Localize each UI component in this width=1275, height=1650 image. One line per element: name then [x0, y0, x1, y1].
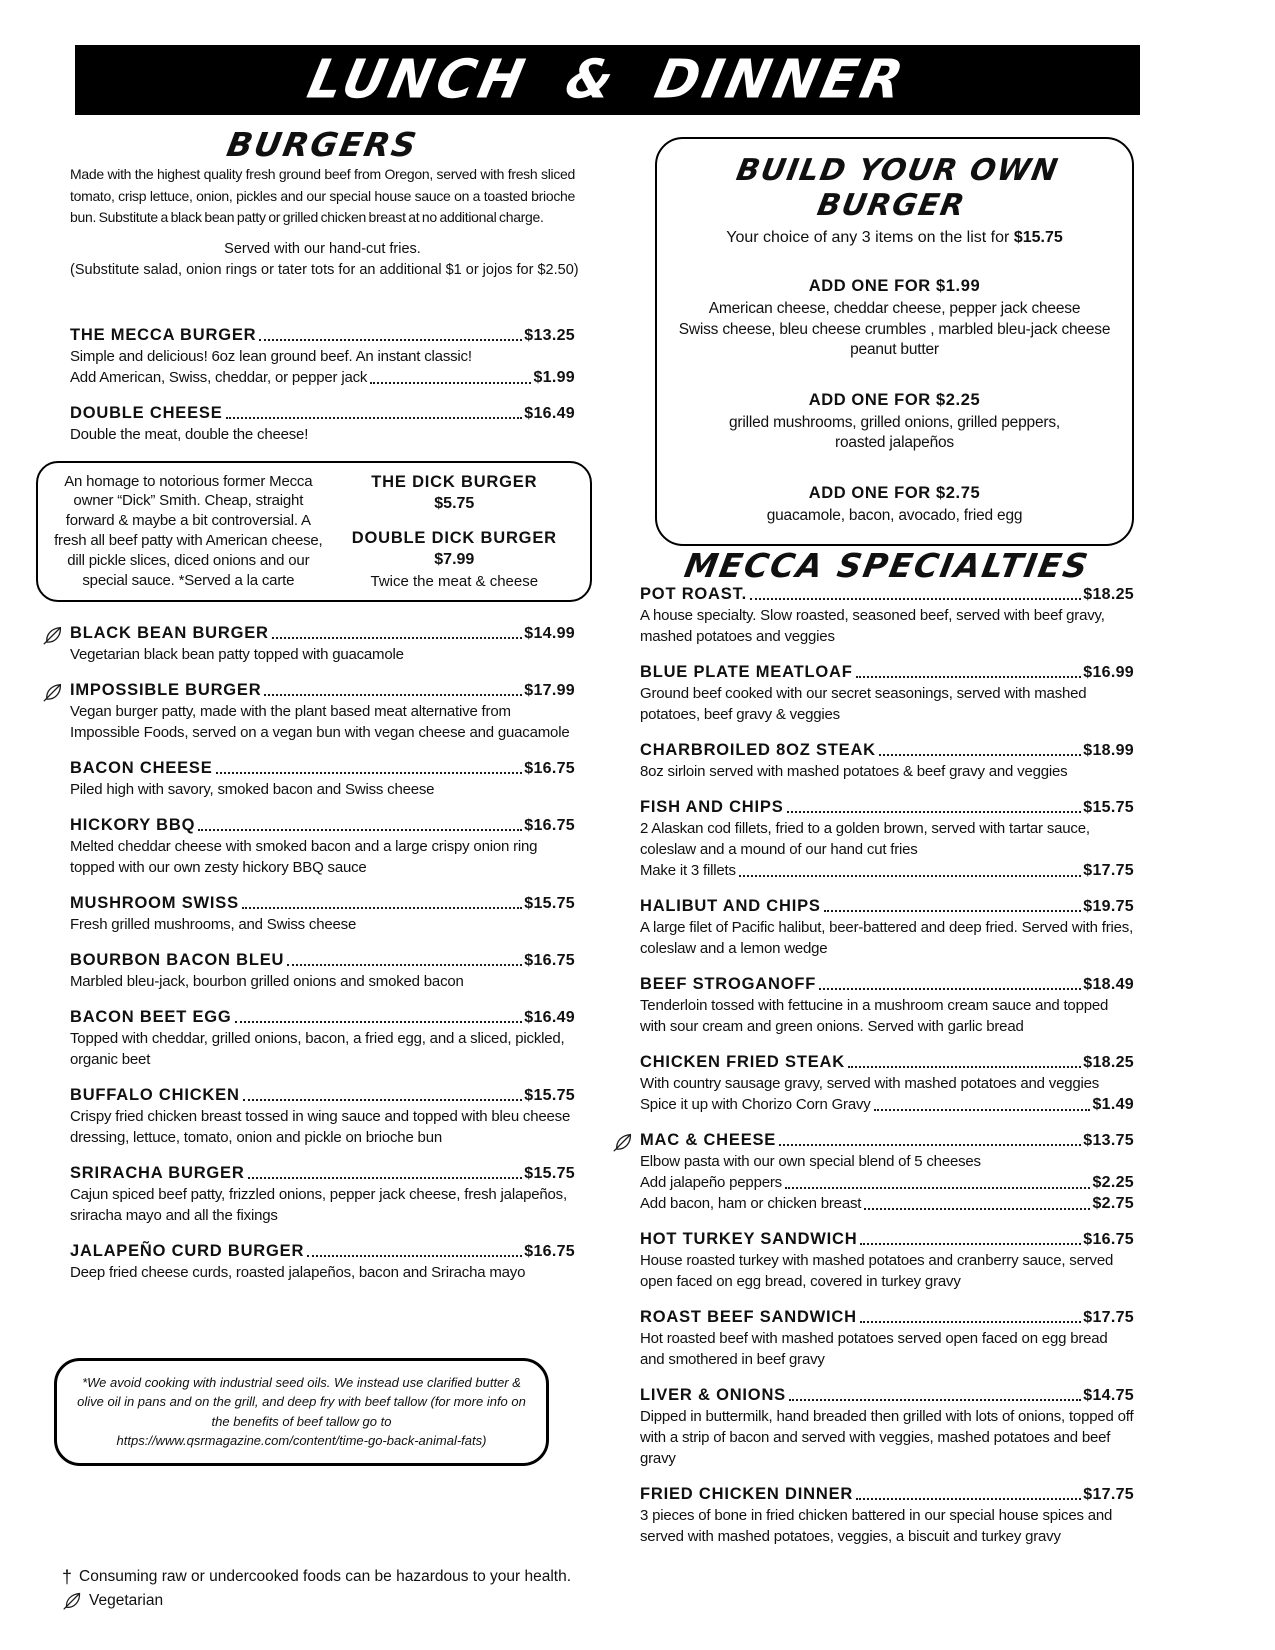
item-description: With country sausage gravy, served with mashed potatoes and veggies: [640, 1075, 1100, 1092]
menu-item: [70, 816, 575, 878]
item-description: Topped with cheddar, grilled onions, bacon, a fried egg, and a sliced, pickled, organic beet: [70, 1029, 565, 1068]
item-price: $16.49: [524, 404, 575, 422]
item-name: FISH AND CHIPS: [640, 798, 784, 816]
item-name: FRIED CHICKEN DINNER: [640, 1485, 854, 1503]
menu-item-addon: [70, 367, 575, 388]
leader-dots: [824, 910, 1082, 912]
menu-item: [640, 741, 1134, 782]
addon-price: $1.99: [533, 368, 575, 386]
item-description: Hot roasted beef with mashed potatoes served open faced on egg bread and smothered in beef gravy: [640, 1330, 1108, 1368]
leader-dots: [848, 1066, 1081, 1068]
item-name: BOURBON BACON BLEU: [70, 950, 285, 969]
leader-dots: [216, 772, 523, 774]
menu-item: [70, 326, 575, 388]
menu-item: [70, 1008, 575, 1070]
leader-dots: [779, 1144, 1081, 1146]
item-price: $18.49: [1083, 976, 1134, 993]
item-price: $15.75: [524, 1086, 575, 1104]
vegetarian-leaf-icon: [62, 1591, 82, 1611]
item-price: $16.75: [524, 759, 575, 777]
menu-item: [70, 894, 575, 935]
addon-label: Spice it up with Chorizo Corn Gravy: [640, 1096, 871, 1113]
item-name: HOT TURKEY SANDWICH: [640, 1230, 858, 1248]
item-price: $17.75: [1083, 1486, 1134, 1503]
item-name: BLACK BEAN BURGER: [70, 623, 269, 642]
item-price: $19.75: [1083, 898, 1134, 915]
addon-price: $2.75: [1092, 1195, 1134, 1212]
leader-dots: [264, 694, 522, 696]
item-name: JALAPEÑO CURD BURGER: [70, 1241, 305, 1260]
menu-item: [640, 1053, 1134, 1115]
menu-item: [640, 585, 1134, 647]
menu-item: [70, 951, 575, 992]
item-description: Vegetarian black bean patty topped with guacamole: [70, 645, 404, 663]
addon-label: Add American, Swiss, cheddar, or pepper jack: [70, 368, 368, 386]
item-name: IMPOSSIBLE BURGER: [70, 680, 262, 699]
leader-dots: [739, 875, 1081, 877]
item-name: MAC & CHEESE: [640, 1131, 777, 1149]
item-description: Simple and delicious! 6oz lean ground beef. An instant classic!: [70, 347, 472, 365]
menu-item: [640, 1230, 1134, 1292]
burgers-section: [54, 125, 579, 1466]
leader-dots: [248, 1177, 523, 1179]
health-footnote-text: Consuming raw or undercooked foods can be hazardous to your health.: [79, 1568, 572, 1585]
leader-dots: [226, 417, 523, 419]
seed-note-line: https://www.qsrmagazine.com/content/time-go-back-animal-fats): [116, 1433, 487, 1448]
item-description: Marbled bleu-jack, bourbon grilled onions and smoked bacon: [70, 972, 464, 990]
menu-item: [640, 1308, 1134, 1370]
item-price: $16.75: [524, 816, 575, 834]
leader-dots: [874, 1109, 1091, 1111]
leader-dots: [856, 1498, 1081, 1500]
dick-burger-description: An homage to notorious former Mecca owner “Dick” Smith. Cheap, straight forward & maybe a bit controversial. A fresh all beef patty with American cheese, dill pickle slices, diced onions and our special sauce. *Served a la carte: [54, 472, 323, 589]
menu-item: [640, 798, 1134, 881]
seed-note-line: *We avoid cooking with industrial seed oils. We instead use clarified butter &: [82, 1374, 521, 1390]
item-name: LIVER & ONIONS: [640, 1386, 786, 1404]
byob-group-line: American cheese, cheddar cheese, pepper jack cheese: [708, 300, 1081, 317]
burgers-heading: BURGERS: [223, 125, 422, 164]
item-price: $16.49: [524, 1008, 575, 1026]
addon-price: $2.25: [1092, 1174, 1134, 1191]
leader-dots: [860, 1321, 1081, 1323]
item-name: THE DICK BURGER: [371, 472, 538, 491]
item-price: $18.25: [1083, 586, 1134, 603]
substitute-note: (Substitute salad, onion rings or tater tots for an additional $1 or jojos for $2.50): [70, 262, 579, 278]
addon-price: $17.75: [1083, 862, 1134, 879]
item-name: ROAST BEEF SANDWICH: [640, 1308, 857, 1326]
leader-dots: [370, 382, 531, 384]
leader-dots: [789, 1399, 1081, 1401]
item-description: Elbow pasta with our own special blend of 5 cheeses: [640, 1153, 981, 1170]
item-price: $17.75: [1083, 1309, 1134, 1326]
item-price: $16.75: [524, 951, 575, 969]
menu-item: [70, 1242, 575, 1283]
build-your-own-burger-box: [655, 137, 1134, 546]
item-price: $13.75: [1083, 1132, 1134, 1149]
menu-item: [70, 624, 575, 665]
fries-note: Served with our hand-cut fries.: [224, 240, 421, 257]
leader-dots: [864, 1208, 1090, 1210]
vegetarian-leaf-icon: [42, 625, 63, 651]
item-price: $15.75: [524, 1164, 575, 1182]
item-name: HICKORY BBQ: [70, 815, 196, 834]
dick-burger-box: [36, 461, 592, 602]
item-price: $16.75: [524, 1242, 575, 1260]
page-title: LUNCH & DINNER: [302, 49, 913, 111]
leader-dots: [750, 598, 1081, 600]
byob-subtitle: [675, 229, 1114, 247]
item-name: BACON BEET EGG: [70, 1007, 232, 1026]
vegetarian-leaf-icon: [42, 682, 63, 708]
byob-addon-group: [675, 275, 1114, 361]
item-description: Dipped in buttermilk, hand breaded then grilled with lots of onions, topped off with a strip of bacon and served with veggies, mashed potatoes and beef gravy: [640, 1408, 1134, 1467]
addon-label: Add bacon, ham or chicken breast: [640, 1195, 862, 1212]
byob-group-heading: ADD ONE FOR $2.75: [808, 483, 981, 502]
menu-item-addon: [640, 1094, 1134, 1115]
burgers-intro: Made with the highest quality fresh ground beef from Oregon, served with fresh sliced tomato, crisp lettuce, onion, pickles and our special house sauce on a toasted brioche bun. Substitute a black bean patty or grilled chicken breast at no additional charge.: [70, 166, 575, 225]
leader-dots: [819, 988, 1081, 990]
menu-item: [70, 404, 575, 445]
item-price: $18.99: [1083, 742, 1134, 759]
item-price: $5.75: [434, 494, 475, 512]
item-name: POT ROAST.: [640, 585, 748, 603]
burger-items: [70, 624, 575, 1283]
item-description: Deep fried cheese curds, roasted jalapeños, bacon and Sriracha mayo: [70, 1263, 526, 1281]
item-description: A house specialty. Slow roasted, seasoned beef, served with beef gravy, mashed potatoes and veggies: [640, 607, 1105, 645]
leader-dots: [856, 676, 1082, 678]
item-name: MUSHROOM SWISS: [70, 893, 239, 912]
byob-group-line: peanut butter: [850, 341, 939, 358]
item-name: BLUE PLATE MEATLOAF: [640, 663, 853, 681]
item-description: Fresh grilled mushrooms, and Swiss cheese: [70, 915, 357, 933]
item-description: Melted cheddar cheese with smoked bacon and a large crispy onion ring topped with our own zesty hickory BBQ sauce: [70, 837, 538, 876]
item-name: HALIBUT AND CHIPS: [640, 897, 821, 915]
item-description: Vegan burger patty, made with the plant based meat alternative from Impossible Foods, served on a vegan bun with vegan cheese and guacamole: [70, 702, 570, 741]
item-price: $14.99: [524, 624, 575, 642]
item-description: Tenderloin tossed with fettucine in a mushroom cream sauce and topped with sour cream and green onions. Served with garlic bread: [640, 997, 1109, 1035]
leader-dots: [879, 754, 1081, 756]
byob-subtitle-price: $15.75: [1013, 229, 1063, 246]
byob-group-line: grilled mushrooms, grilled onions, grilled peppers,: [729, 413, 1060, 431]
item-description: 8oz sirloin served with mashed potatoes & beef gravy and veggies: [640, 763, 1068, 780]
menu-item-addon: [640, 860, 1134, 881]
vegetarian-legend: [62, 1591, 571, 1611]
item-name: BEEF STROGANOFF: [640, 975, 817, 993]
menu-item: [640, 1386, 1134, 1469]
leader-dots: [259, 339, 522, 341]
leader-dots: [272, 637, 522, 639]
menu-item: [640, 1131, 1134, 1214]
menu-item: [640, 975, 1134, 1037]
menu-item: [640, 1485, 1134, 1547]
dick-burger-prices: [333, 471, 576, 592]
item-description: A large filet of Pacific halibut, beer-battered and deep fried. Served with fries, coleslaw and a lemon wedge: [640, 919, 1134, 957]
byob-group-heading: ADD ONE FOR $2.25: [808, 390, 981, 409]
item-price: $16.99: [1083, 664, 1134, 681]
item-description: House roasted turkey with mashed potatoes and cranberry sauce, served open faced on egg bread, covered in turkey gravy: [640, 1252, 1114, 1290]
menu-item-addon: [640, 1172, 1134, 1193]
item-name: THE MECCA BURGER: [70, 325, 257, 344]
menu-item: [70, 759, 575, 800]
item-price: $17.99: [524, 681, 575, 699]
menu-item: [640, 897, 1134, 959]
health-footnote: [62, 1568, 571, 1586]
specialty-items: [640, 585, 1134, 1547]
menu-item: [70, 681, 575, 743]
addon-label: Make it 3 fillets: [640, 862, 736, 879]
leader-dots: [287, 964, 522, 966]
item-description: Crispy fried chicken breast tossed in wing sauce and topped with bleu cheese dressing, lettuce, tomato, onion and pickle on brioche bun: [70, 1107, 571, 1146]
item-description: Piled high with savory, smoked bacon and Swiss cheese: [70, 780, 435, 798]
leader-dots: [787, 811, 1082, 813]
item-description: Double the meat, double the cheese!: [70, 425, 309, 443]
leader-dots: [235, 1021, 523, 1023]
item-price: $15.75: [1083, 799, 1134, 816]
item-price: $16.75: [1083, 1231, 1134, 1248]
menu-item: [70, 1086, 575, 1148]
seed-note-line: the benefits of beef tallow go to: [211, 1413, 392, 1429]
item-description: Ground beef cooked with our secret seasonings, served with mashed potatoes, beef gravy & veggies: [640, 685, 1087, 723]
dagger-icon: †: [62, 1567, 73, 1587]
item-price: $13.25: [524, 326, 575, 344]
burger-items-top: [70, 326, 575, 445]
leader-dots: [242, 907, 522, 909]
byob-group-line: Swiss cheese, bleu cheese crumbles , marbled bleu-jack cheese: [678, 320, 1111, 338]
item-price: $18.25: [1083, 1054, 1134, 1071]
byob-group-heading: ADD ONE FOR $1.99: [808, 277, 981, 295]
leader-dots: [307, 1255, 522, 1257]
addon-label: Add jalapeño peppers: [640, 1174, 782, 1191]
addon-price: $1.49: [1092, 1096, 1134, 1113]
leader-dots: [243, 1099, 523, 1101]
menu-item-addon: [640, 1193, 1134, 1214]
byob-addon-group: [675, 482, 1114, 527]
item-description: Cajun spiced beef patty, frizzled onions, pepper jack cheese, fresh jalapeños, sriracha mayo and all the fixings: [70, 1185, 567, 1224]
item-name: BUFFALO CHICKEN: [70, 1085, 240, 1104]
footnotes: [62, 1568, 571, 1616]
menu-item: [640, 663, 1134, 725]
leader-dots: [785, 1187, 1091, 1189]
leader-dots: [198, 829, 522, 831]
item-price: $14.75: [1083, 1387, 1134, 1404]
byob-group-line: roasted jalapeños: [835, 434, 954, 451]
item-name: BACON CHEESE: [70, 758, 213, 777]
byob-heading: BUILD YOUR OWN BURGER: [733, 153, 1062, 223]
item-description: 3 pieces of bone in fried chicken battered in our special house spices and served with mashed potatoes, veggies, a biscuit and turkey gravy: [640, 1507, 1113, 1545]
seed-oil-note-box: [54, 1358, 549, 1466]
right-column: [640, 137, 1134, 1563]
item-name: DOUBLE DICK BURGER: [351, 528, 557, 547]
item-description: 2 Alaskan cod fillets, fried to a golden brown, served with tartar sauce, coleslaw and a mound of our hand cut fries: [640, 820, 1090, 858]
byob-addon-group: [675, 389, 1114, 454]
specialties-heading: MECCA SPECIALTIES: [681, 546, 1093, 585]
item-price: $7.99: [434, 550, 475, 568]
item-name: CHICKEN FRIED STEAK: [640, 1053, 845, 1071]
seed-note-line: olive oil in pans and on the grill, and deep fry with beef tallow (for more info on: [77, 1394, 526, 1409]
title-banner: [75, 45, 1140, 115]
item-tagline: Twice the meat & cheese: [370, 572, 539, 590]
byob-group-line: guacamole, bacon, avocado, fried egg: [766, 506, 1023, 524]
item-name: DOUBLE CHEESE: [70, 403, 223, 422]
vegetarian-legend-text: Vegetarian: [89, 1592, 164, 1609]
vegetarian-leaf-icon: [612, 1132, 633, 1158]
leader-dots: [860, 1243, 1081, 1245]
item-name: SRIRACHA BURGER: [70, 1163, 245, 1182]
menu-item: [70, 1164, 575, 1226]
byob-subtitle-text: Your choice of any 3 items on the list for: [726, 229, 1010, 246]
item-price: $15.75: [524, 894, 575, 912]
byob-groups: [675, 275, 1114, 526]
item-name: CHARBROILED 8OZ STEAK: [640, 741, 876, 759]
